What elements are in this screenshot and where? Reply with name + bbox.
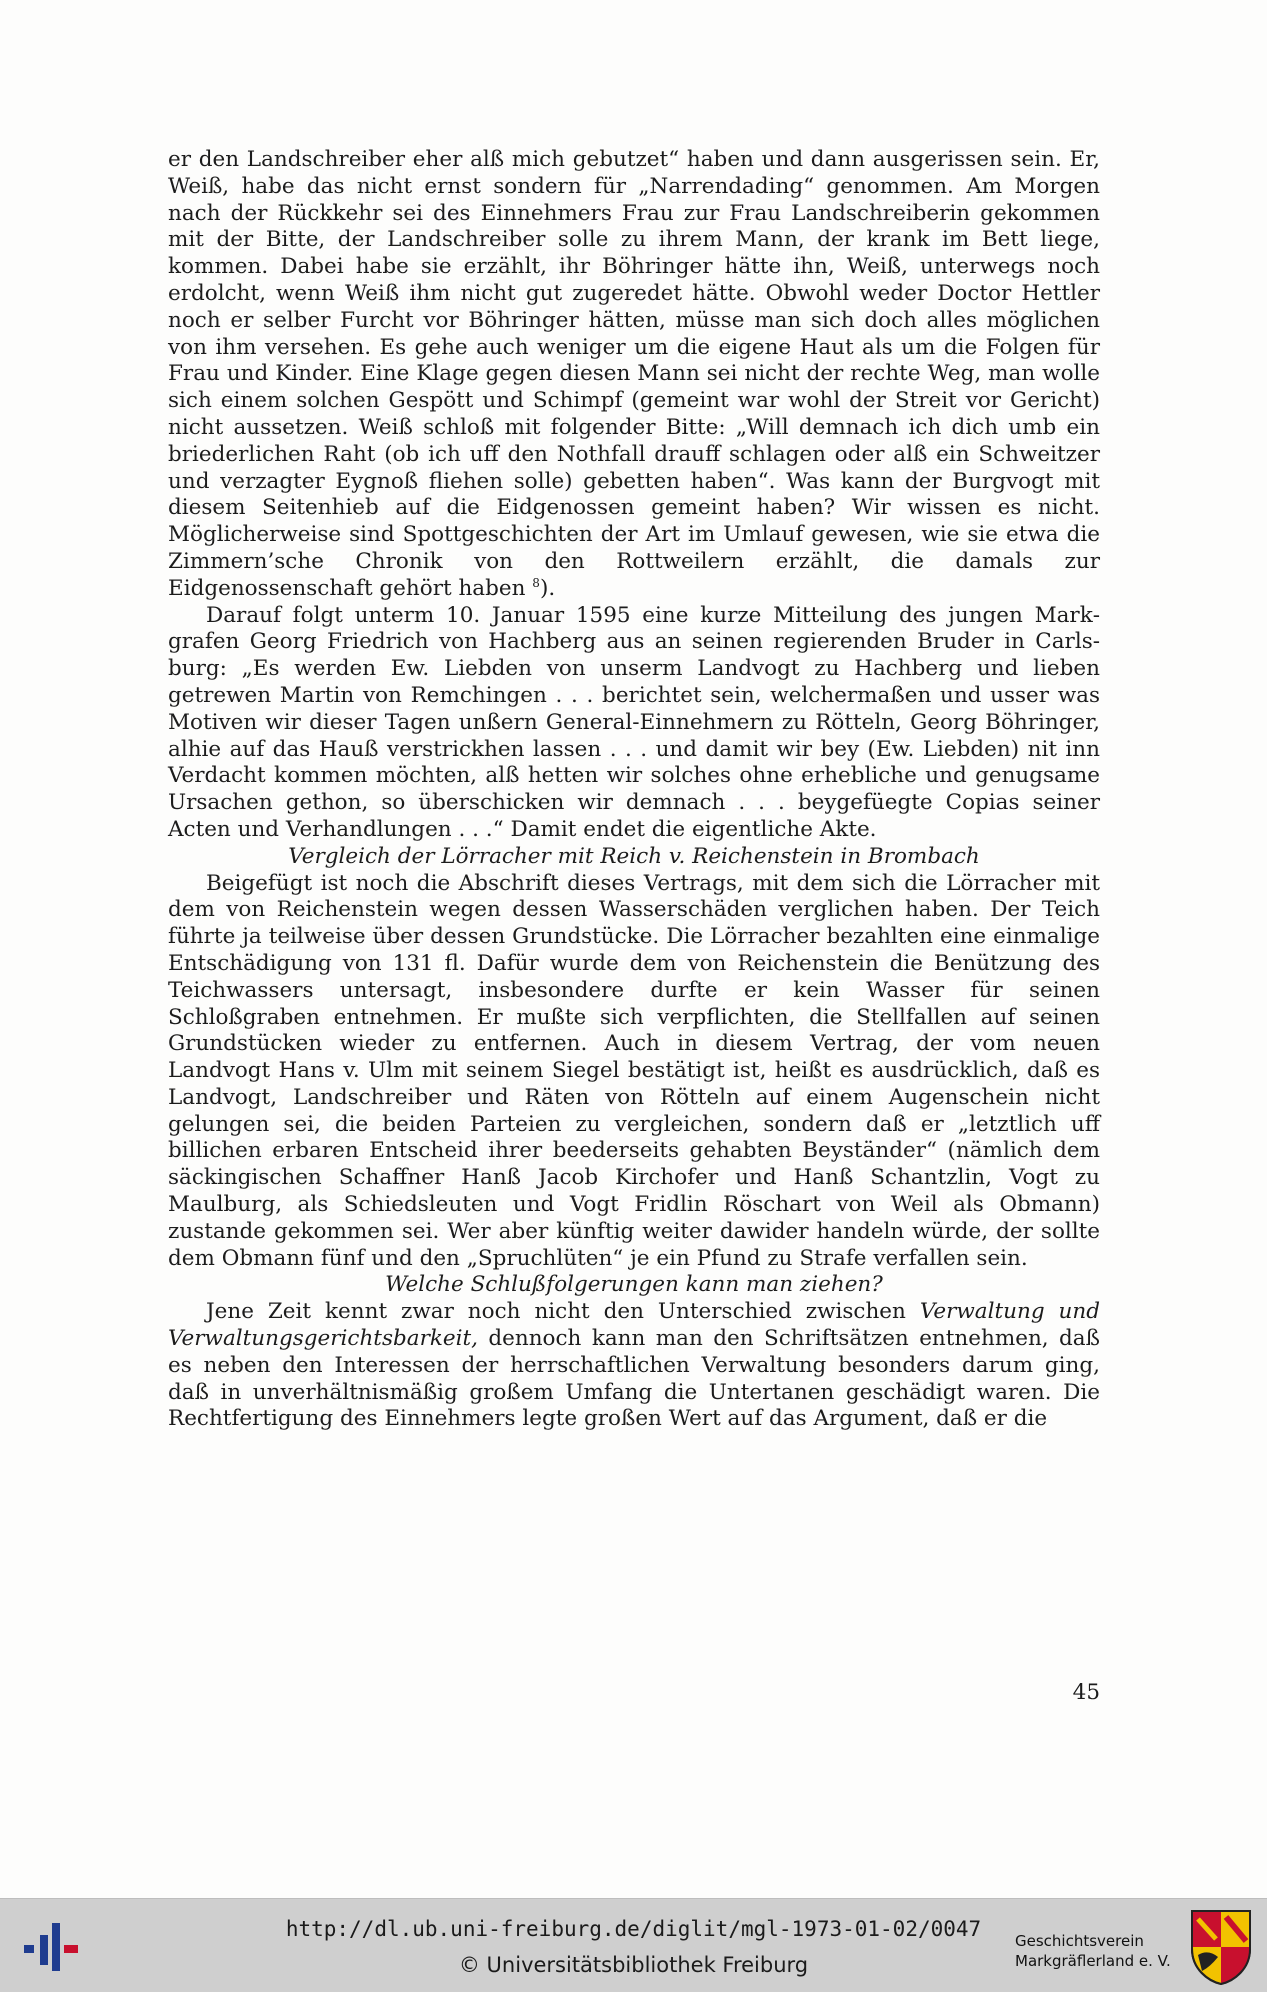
paragraph-4-emphasis: Verwaltung und Verwaltungsgerichtsbarkeit, bbox=[168, 1299, 1100, 1352]
paragraph-3: Beigefügt ist noch die Abschrift dieses Vertrags, mit dem sich die Lörracher mit dem von Reichenstein wegen dessen Wasserschäden verglichen haben. Der Teich führte ja teilweise über dessen Grundstücke. Die Lörracher bezahlten eine einmalige Entschädigung von 131 fl. Dafür wurde dem von Reichenstein die Benützung des Teichwassers untersagt, insbesondere durfte er kein Wasser für seinen Schloßgraben entnehmen. Er mußte sich verpflichten, die Stellfallen auf seinen Grundstücken wieder zu entfernen. Auch in diesem Vertrag, der vom neuen Landvogt Hans v. Ulm mit seinem Siegel bestätigt ist, heißt es ausdrücklich, daß es Landvogt, Landschreiber und Räten von Rötteln auf einem Augenschein nicht gelungen sei, die beiden Parteien zu vergleichen, sondern daß er „letztlich uff billichen erbaren Entscheid ihrer beederseits gehabten Beyständer“ (nämlich dem säckingischen Schaffner Hanß Jacob Kirchofer und Hanß Schantzlin, Vogt zu Maulburg, als Schiedsleuten und Vogt Fridlin Röschart von Weil als Obmann) zustande gekommen sei. Wer aber künftig weiter dawider handeln würde, der sollte dem Obmann fünf und den „Spruchlüten“ je ein Pfund zu Strafe verfallen sein. bbox=[168, 870, 1100, 1271]
section-heading-schlussfolgerungen: Welche Schlußfolgerungen kann man ziehen? bbox=[385, 1272, 883, 1298]
copyright-text: © Universitätsbibliothek Freiburg bbox=[458, 1953, 809, 1977]
paragraph-4 bbox=[168, 1299, 1100, 1433]
society-line-2: Markgräflerland e. V. bbox=[1015, 1952, 1171, 1970]
page-number: 45 bbox=[1072, 1680, 1100, 1705]
footnote-ref: 8 bbox=[532, 575, 540, 590]
text-column bbox=[168, 147, 1100, 1433]
markgraeflerland-crest-icon bbox=[1190, 1909, 1252, 1985]
paragraph-2: Darauf folgt unterm 10. Januar 1595 eine kurze Mitteilung des jungen Markgrafen Georg Friedrich von Hachberg aus an seinen regierenden Bruder in Carlsburg: „Es werden Ew. Liebden von unserm Landvogt zu Hachberg und lieben getrewen Martin von Remchingen . . . berichtet sein, welchermaßen und usser was Motiven wir dieser Tagen unßern General-Einnehmern zu Rötteln, Georg Böhringer, alhie auf das Hauß verstrickhen lassen . . . und damit wir bey (Ew. Liebden) nit inn Verdacht kommen möchten, alß hetten wir solches ohne erhebliche und genugsame Ursachen gethon, so überschicken wir demnach . . . beygefüegte Copias seiner Acten und Verhandlungen . . .“ Damit endet die eigentliche Akte. bbox=[168, 602, 1100, 842]
paragraph-1-text: er den Landschreiber eher alß mich gebutzet“ haben und dann ausgerissen sein. Er, Weiß, habe das nicht ernst sondern für „Narrendading“ genommen. Am Morgen nach der Rückkehr sei des Einnehmers Frau zur Frau Landschreiberin gekommen mit der Bitte, der Landschreiber solle zu ihrem Mann, der krank im Bett liege, kommen. Dabei habe sie erzählt, ihr Böhringer hätte ihn, Weiß, unterwegs noch erdolcht, wenn Weiß ihm nicht gut zugeredet hätte. Obwohl weder Doctor Hettler noch er selber Furcht vor Böhringer hätten, müsse man sich doch alles möglichen von ihm versehen. Es gehe auch weniger um die eigene Haut als um die Folgen für Frau und Kinder. Eine Klage gegen diesen Mann sei nicht der rechte Weg, man wolle sich einem solchen Gespött und Schimpf (gemeint war wohl der Streit vor Gericht) nicht aussetzen. Weiß schloß mit folgender Bitte: „Will demnach ich dich umb ein briederlichen Raht (ob ich uff den Nothfall drauff schlagen oder alß ein Schweitzer und verzagter Eygnoß fliehen solle) gebetten haben“. Was kann der Burgvogt mit diesem Seitenhieb auf die Eidgenossen gemeint haben? Wir wissen es nicht. Möglicherweise sind Spottgeschichten der Art im Umlauf gewesen, wie sie etwa die Zimmern’sche Chronik von den Rottweilern erzählt, die damals zur Eidgenossenschaft gehört haben bbox=[168, 147, 1100, 601]
paragraph-1-end: ). bbox=[539, 575, 556, 601]
section-heading-vergleich: Vergleich der Lörracher mit Reich v. Reichenstein in Brombach bbox=[288, 843, 980, 869]
document-url-link[interactable]: http://dl.ub.uni-freiburg.de/diglit/mgl-1973-01-02/0047 bbox=[285, 1917, 982, 1941]
footer-bar bbox=[0, 1898, 1267, 1992]
society-name bbox=[1015, 1931, 1185, 1971]
paragraph-1 bbox=[168, 147, 1100, 603]
paragraph-4-rest: dennoch kann man den Schriftsätzen entnehmen, daß es neben den Interessen der herrschaftlichen Verwaltung besonders darum ging, daß in unverhältnismäßig großem Umfang die Untertanen geschädigt waren. Die Rechtfertigung des Einnehmers legte großen Wert auf das Argument, daß er die bbox=[168, 1326, 1100, 1432]
paragraph-4-text: Jene Zeit kennt zwar noch nicht den Unterschied zwischen bbox=[206, 1299, 920, 1325]
society-line-1: Geschichtsverein bbox=[1015, 1932, 1144, 1950]
